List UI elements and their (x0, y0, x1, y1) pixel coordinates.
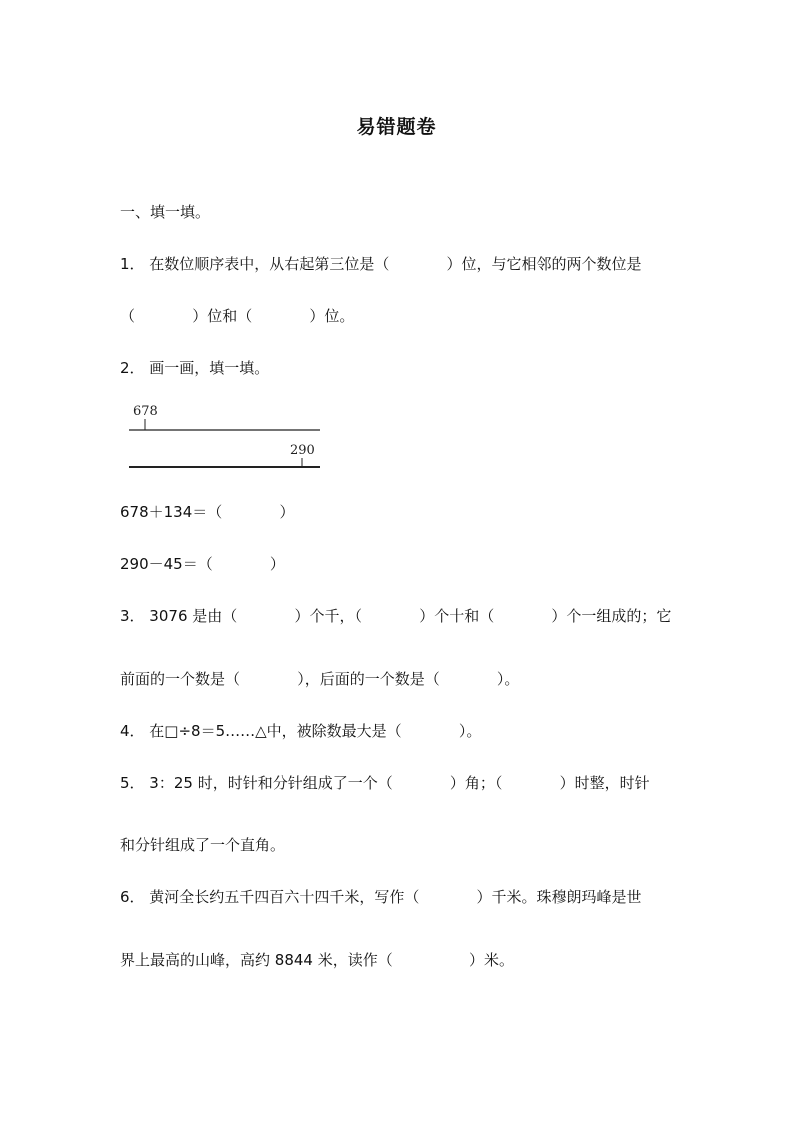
question-2-equation-1: 678＋134＝（ ） (120, 503, 295, 521)
page-title: 易错题卷 (356, 116, 437, 138)
question-6-line-1: 6． 黄河全长约五千四百六十四千米，写作（ ）千米。珠穆朗玛峰是世 (120, 888, 642, 906)
question-6-line-2: 界上最高的山峰，高约 8844 米，读作（ ）米。 (120, 951, 515, 969)
number-line-diagram (125, 398, 325, 474)
label-290: 290 (290, 443, 315, 458)
question-2-equation-2: 290－45＝（ ） (120, 555, 285, 573)
question-1-line-1: 1． 在数位顺序表中，从右起第三位是（ ）位，与它相邻的两个数位是 (120, 255, 642, 273)
question-1-line-2: （ ）位和（ ）位。 (120, 307, 355, 325)
question-3-line-1: 3． 3076 是由（ ）个千，（ ）个十和（ ）个一组成的；它 (120, 607, 672, 625)
question-4-line-1: 4． 在□÷8＝5……△中，被除数最大是（ ）。 (120, 722, 482, 740)
label-678: 678 (133, 404, 158, 419)
question-3-line-2: 前面的一个数是（ ），后面的一个数是（ ）。 (120, 670, 520, 688)
question-5-line-2: 和分针组成了一个直角。 (120, 836, 286, 854)
question-5-line-1: 5． 3：25 时，时针和分针组成了一个（ ）角；（ ）时整，时针 (120, 774, 650, 792)
question-2-prompt: 2． 画一画，填一填。 (120, 359, 270, 377)
section-heading: 一、填一填。 (120, 203, 211, 221)
